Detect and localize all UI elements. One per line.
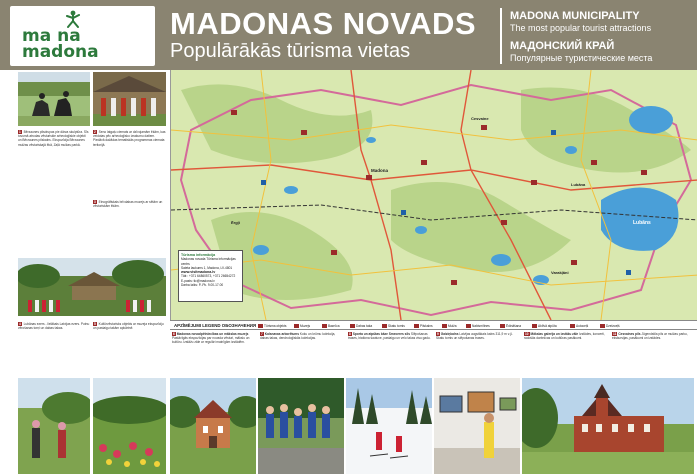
attraction-description: Lubānas ezers - lielākais Latvijas ezers. Putnu vērošanas torņi un dabas takas. [18,322,90,331]
attraction-description: Slēpošanas trases, biatlona šautuve, pastaigu un velo takas visu gadu. [348,332,431,341]
text-attraction-3 [93,200,166,250]
info-line-3: Tālr.: +371 64860573, +371 26654272 [181,274,236,279]
attraction-description: Etnogrāfiskais brīvdabas muzejs ar sētām un vēsturiskām ēkām. [93,200,163,209]
attraction-number: 1 [19,130,21,134]
map-label-madona: Madona [371,168,389,173]
legend-item: Ēdināšana [500,324,521,328]
info-line-4: E-pasts: tic@madona.lv [181,278,215,283]
photo-ski-track [346,378,432,474]
hillfort-icon [414,324,419,328]
attraction-title: Sporta un atpūtas bāze Smeceres sils [352,332,411,336]
info-website-link[interactable]: www.visitmadona.lv [181,270,216,275]
map-label-ergli: Ērgļi [231,220,240,225]
attraction-number: 7 [261,332,263,336]
photo-runners-race [258,378,344,474]
legend-item: Naktsmītnes [466,324,490,328]
text-attraction-8 [348,332,432,376]
text-attraction-2 [93,130,166,180]
attraction-number: 4 [19,322,21,326]
english-subtitle: The most popular tourist attractions [510,23,652,33]
map-label-cesvaine: Cesvaine [471,116,489,121]
map-label-varaklani: Varakļāni [551,270,569,275]
photo-manor-building [170,378,256,474]
attraction-title: Mākslas galerija un izstāžu zāle [530,332,579,336]
text-attraction-4 [18,322,90,374]
legend-item: Aktīvā atpūta [532,324,557,328]
food-icon [500,324,505,328]
photo-garden-flowers [93,378,166,474]
page-title: MADONAS NOVADS [170,6,477,41]
info-line-2: Saieta laukums 1, Madona, LV-4801 [181,265,233,270]
photo-outdoor-group [18,378,90,474]
text-attraction-7 [260,332,344,376]
attraction-number: 10 [525,332,529,336]
attraction-number: 9 [437,332,439,336]
russian-subtitle: Популярные туристические места [510,53,653,63]
photo-castle [522,378,694,474]
attraction-number: 11 [613,332,617,336]
railway-icon [600,324,605,328]
legend-item: Skatu tornis [382,324,405,328]
attraction-description: Izstādes, koncerti, radošās darbnīcas un kultūras pasākumi. [524,332,605,341]
lodging-icon [466,324,471,328]
tower-icon [382,324,387,328]
info-line-1: Madonas novada Tūrisma informācijas centrs [181,257,236,266]
attraction-title: Gaiziņkalns [440,332,459,336]
attraction-title: Kalsnavas arborētums [264,332,299,336]
logo-line-top: ma na [22,26,81,46]
photo-art-gallery [434,378,520,474]
map-label-lake: Lubāns [633,220,651,226]
marker-icon [258,324,263,328]
photo-sculptures [18,72,90,126]
text-attraction-10 [524,332,608,376]
legend-item: Dzelzceļš [600,324,620,328]
attraction-number: 8 [349,332,351,336]
legend-bar [170,320,697,330]
activity-icon [532,324,537,328]
tourism-map[interactable] [170,70,697,320]
text-attraction-11 [612,332,694,376]
map-label-lubana: Lubāna [571,182,586,187]
attraction-number: 6 [173,332,175,336]
photo-folk-dancers [93,72,166,126]
legend-item: Tūrisma objekts [258,324,287,328]
attraction-number: 3 [94,200,96,204]
header-banner [0,0,697,70]
attraction-title: Cesvaines pils [618,332,641,336]
attraction-description: Jūgendstila pils ar muižas parku, ekskursijas, pasākumi un izstādes. [612,332,688,341]
church-icon [322,324,327,328]
manor-icon [442,324,447,328]
attraction-number: 5 [94,322,96,326]
legend-item: Dabas taka [350,324,372,328]
museum-icon [294,324,299,328]
madona-logo[interactable] [10,6,155,66]
text-attraction-6 [172,332,256,376]
logo-line-bottom: madona [22,42,99,62]
info-heading: Tūrisma informācija [181,253,216,257]
legend-title: APZĪMĒJUMI LEGEND ОБОЗНАЧЕНИЯ [174,323,257,328]
russian-title: МАДОНСКИЙ КРАЙ [510,40,615,52]
legend-item: Pilskalns [414,324,433,328]
text-attraction-1 [18,130,90,208]
header-divider [500,8,502,64]
attraction-description: Kultūrvēsturisks objekts ar muzeja ekspozīciju un pastaigu takām apkārtnē. [93,322,164,331]
attraction-description: Koku un krūmu kolekcija, dabas takas, dendroloģiskās kolekcijas. [260,332,336,341]
english-title: MADONA MUNICIPALITY [510,10,640,22]
legend-item: Autoceļš [570,324,588,328]
legend-item: Muzejs [294,324,310,328]
road-icon [570,324,575,328]
legend-item: Baznīca [322,324,340,328]
attraction-description: Bērzaunes pilsdrupas pie dārza skulptūra. Sīs tuvumā atrodas vēsturiskie arheoloģiskie objekti un Bērzaunes pilskalns. Ekspozīcija Bērzaunes muižas vēsturiskajā ēkā, Zaļā muižas parkā. [18,130,89,147]
info-line-5: Darba laiks: P.-Pk. 9.00-17.00 [181,283,224,288]
text-attraction-5 [93,322,166,374]
attraction-title: Madonas novadpētniecības un mākslas muzejs [176,332,249,336]
attraction-description: Seno latgaļu ciemats ar dzīvojamām ēkām, kas veidotas pēc arheoloģisko izrakumu datiem. Piedāvā dažādas tematiskās programmas ciemata teritorijā. [93,130,166,147]
trail-icon [350,324,355,328]
attraction-number: 2 [94,130,96,134]
photo-open-air-museum [18,258,166,316]
text-attraction-9 [436,332,520,376]
tourism-info-box [178,250,243,302]
attraction-description: Pastāvīgās ekspozīcijas par novada vēsturi, mākslu un kultūru. Izstāžu zāle ar regulāri mainīgām izstādēm. [172,336,250,345]
attraction-description: Latvijas augstākais kalns 311,9 m v.j.l. Skatu tornis un slēpošanas trases. [436,332,514,341]
page-subtitle: Populārākās tūrisma vietas [170,40,411,62]
legend-item: Muiža [442,324,457,328]
